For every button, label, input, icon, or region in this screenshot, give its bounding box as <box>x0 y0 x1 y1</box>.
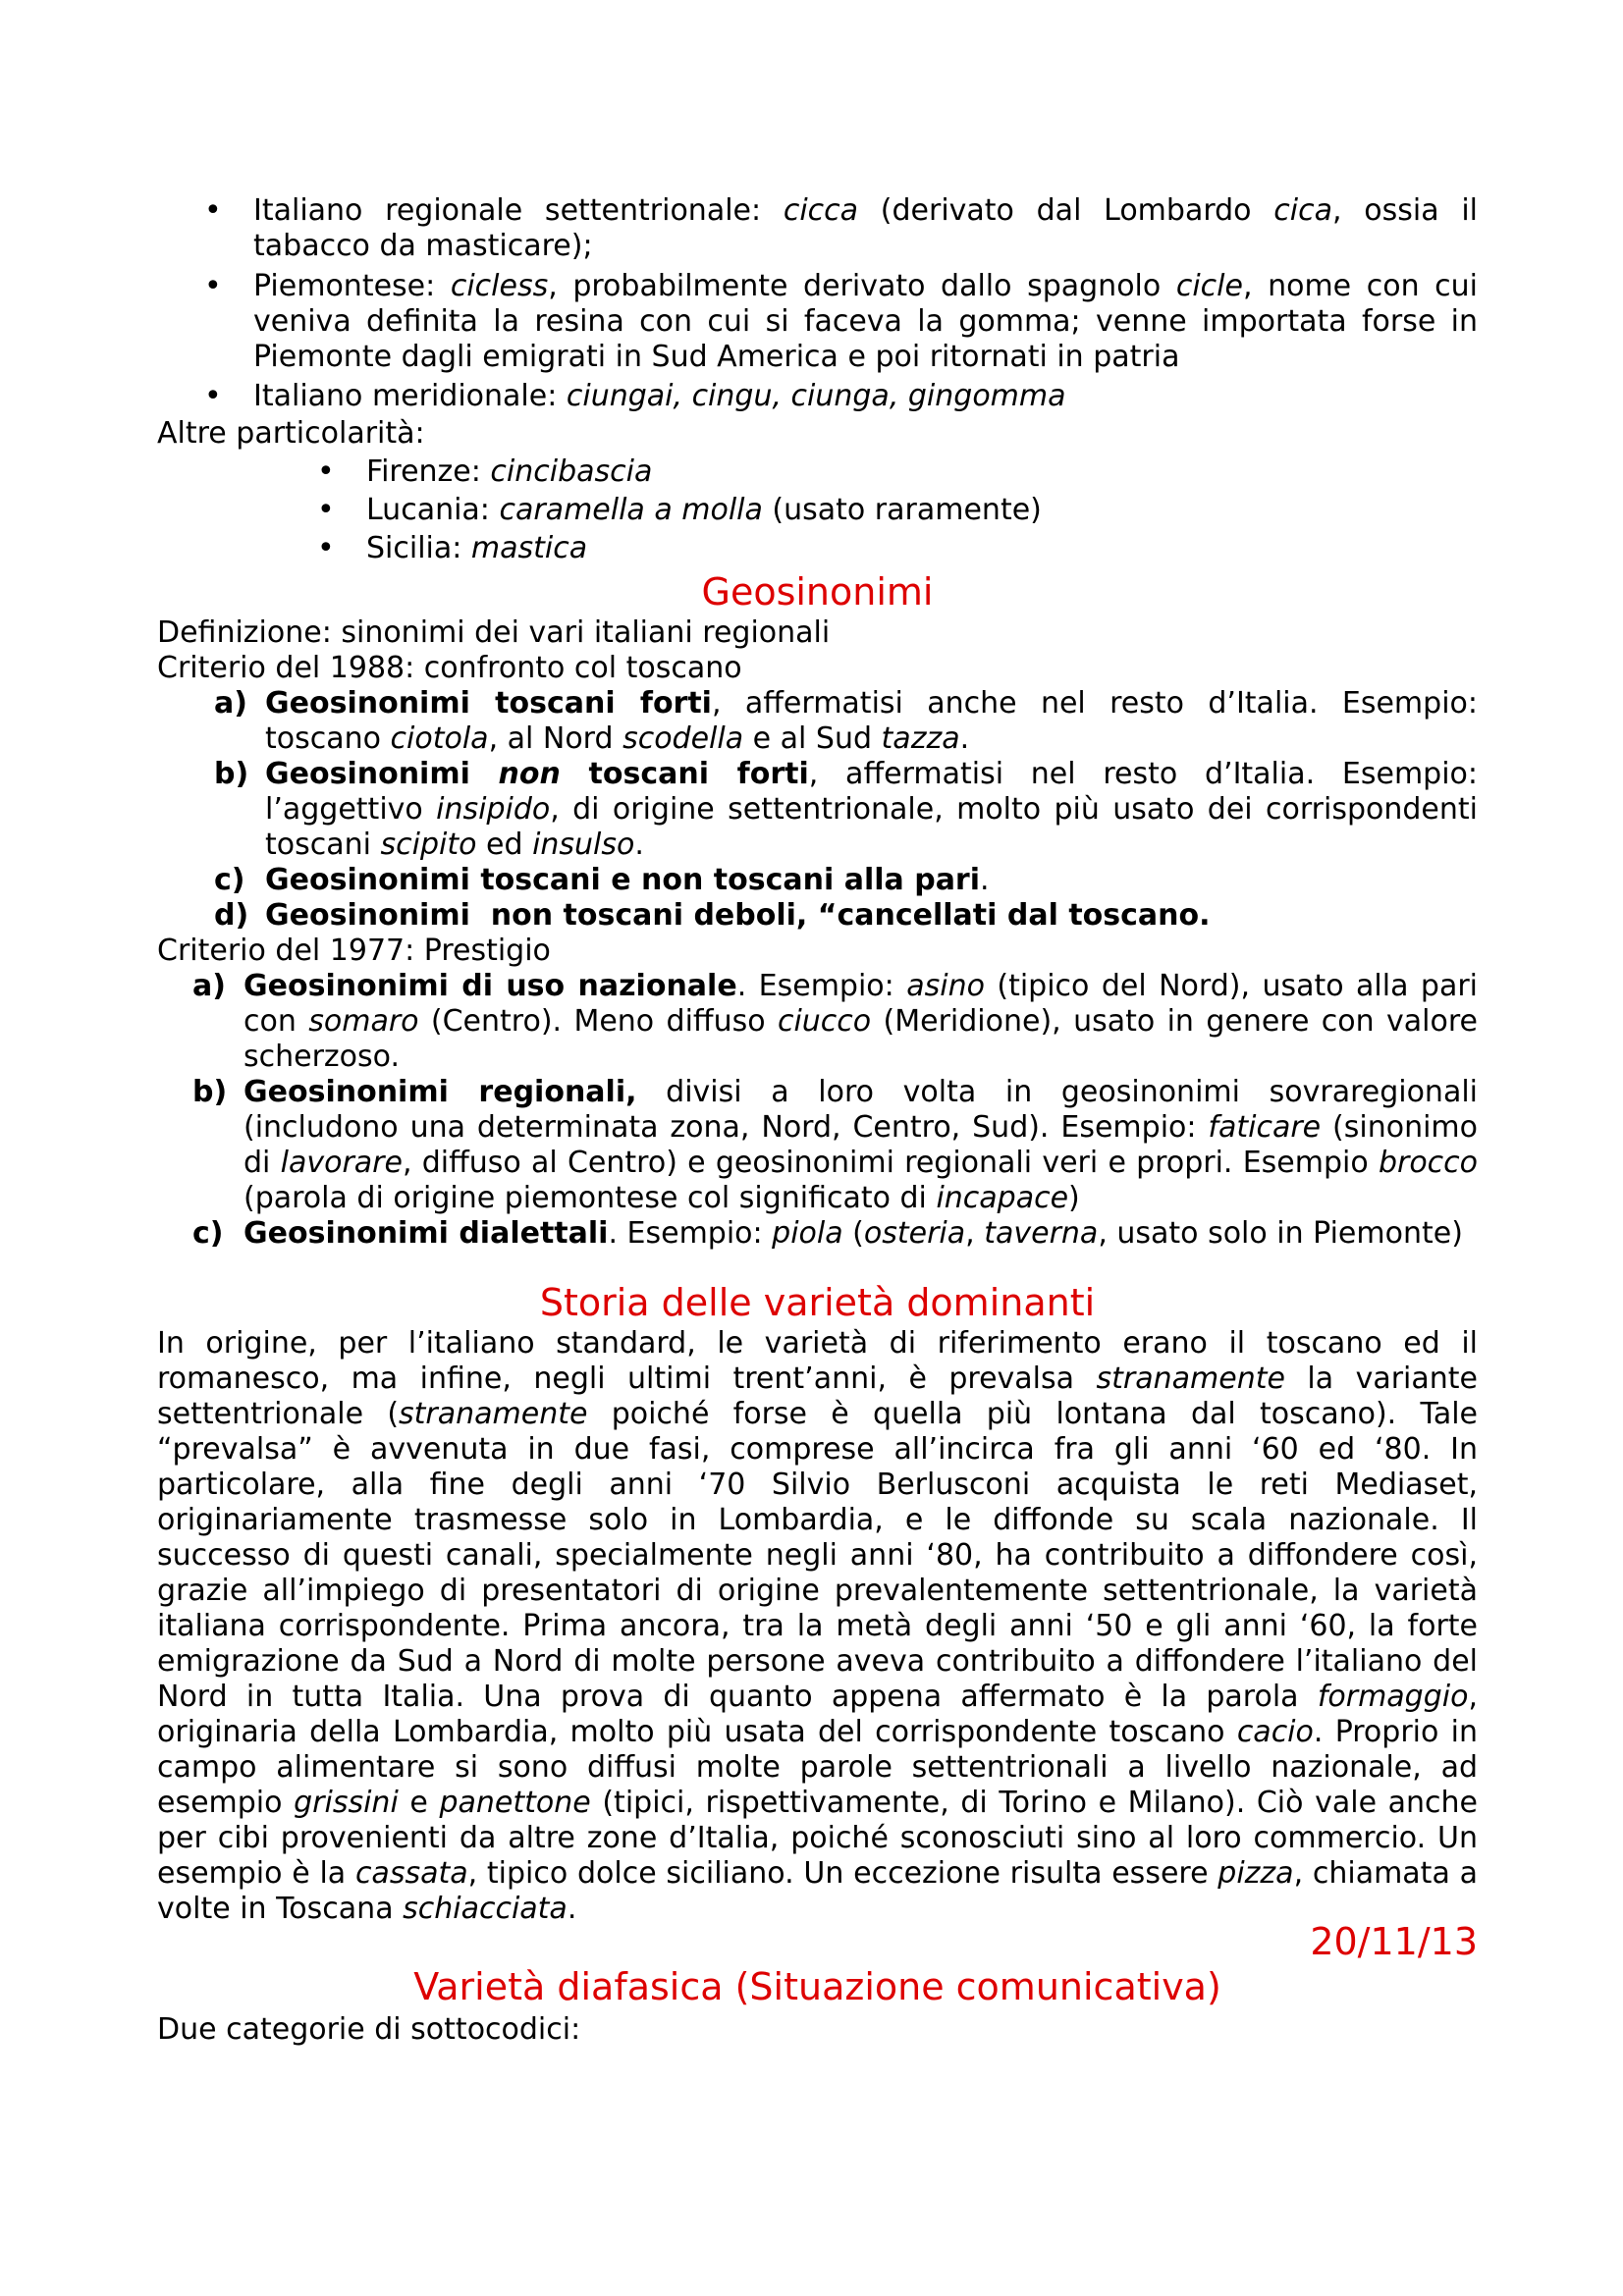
item-label: c) <box>214 863 245 897</box>
storia-heading: Storia delle varietà dominanti <box>539 1281 1096 1324</box>
item-label: b) <box>214 757 249 791</box>
criterion-1977: Criterio del 1977: Prestigio <box>157 934 551 968</box>
diafasica-heading: Varietà diafasica (Situazione comunicativa) <box>413 1965 1221 2008</box>
item-label: a) <box>214 686 247 721</box>
bullet-icon: • <box>204 193 222 228</box>
other-bullet-2-text: Lucania: caramella a molla (usato raramente) <box>366 493 1042 527</box>
list-1977-item-b-text: Geosinonimi regionali, divisi a loro volta in geosinonimi sovraregionali (includono una determinata zona, Nord, Centro, Sud). Esempio: faticare (sinonimo di lavorare, diffuso al Centro) e geosinonimi regionali veri e propri. Esempio brocco (parola di origine piemontese col significato di incapace) <box>243 1075 1479 1215</box>
other-label: Altre particolarità: <box>157 416 425 451</box>
bullet-icon: • <box>204 269 222 303</box>
intro-bullet-1-text: Italiano regionale settentrionale: cicca (derivato dal Lombardo cica, ossia il tabacco da masticare); <box>253 193 1478 263</box>
item-label: b) <box>192 1075 228 1109</box>
list-1977-item-c-text: Geosinonimi dialettali. Esempio: piola (osteria, taverna, usato solo in Piemonte) <box>243 1216 1463 1251</box>
other-bullet-3-text: Sicilia: mastica <box>366 531 588 565</box>
bullet-icon: • <box>317 531 335 565</box>
criterion-1988: Criterio del 1988: confronto col toscano <box>157 651 742 685</box>
item-label: c) <box>192 1216 224 1251</box>
other-bullet-1-text: Firenze: cincibascia <box>366 454 653 489</box>
list-1977-item-a-text: Geosinonimi di uso nazionale. Esempio: asino (tipico del Nord), usato alla pari con somaro (Centro). Meno diffuso ciucco (Meridione), usato in genere con valore scherzoso. <box>243 969 1479 1074</box>
bullet-icon: • <box>204 379 222 413</box>
intro-bullet-3-text: Italiano meridionale: ciungai, cingu, ciunga, gingomma <box>253 379 1066 413</box>
list-1988-item-a-text: Geosinonimi toscani forti, affermatisi anche nel resto d’Italia. Esempio: toscano ciotola, al Nord scodella e al Sud tazza. <box>265 686 1478 756</box>
list-1988-item-d-text: Geosinonimi non toscani deboli, “cancellati dal toscano. <box>265 898 1211 933</box>
bullet-icon: • <box>317 454 335 489</box>
intro-bullet-2-text: Piemontese: cicless, probabilmente derivato dallo spagnolo cicle, nome con cui veniva definita la resina con cui si faceva la gomma; venne importata forse in Piemonte dagli emigrati in Sud America e poi ritornati in patria <box>253 269 1479 374</box>
list-1988-item-c-text: Geosinonimi toscani e non toscani alla pari. <box>265 863 990 897</box>
date-label: 20/11/13 <box>1310 1920 1478 1963</box>
diafasica-intro: Due categorie di sottocodici: <box>157 2012 581 2047</box>
item-label: d) <box>214 898 249 933</box>
geosinonimi-definition: Definizione: sinonimi dei vari italiani regionali <box>157 615 831 650</box>
list-1988-item-b-text: Geosinonimi non toscani forti, affermatisi nel resto d’Italia. Esempio: l’aggettivo insipido, di origine settentrionale, molto più usato dei corrispondenti toscani scipito ed insulso. <box>265 757 1479 862</box>
geosinonimi-heading: Geosinonimi <box>701 570 934 614</box>
item-label: a) <box>192 969 226 1003</box>
bullet-icon: • <box>317 493 335 527</box>
storia-paragraph: In origine, per l’italiano standard, le varietà di riferimento erano il toscano ed il romanesco, ma infine, negli ultimi trent’anni, è prevalsa stranamente la variante settentrionale (stranamente poiché forse è quella più lontana dal toscano). Tale “prevalsa” è avvenuta in due fasi, comprese all’incirca fra gli anni ‘60 ed ‘80. In particolare, alla fine degli anni ‘70 Silvio Berlusconi acquista le reti Mediaset, originariamente trasmesse solo in Lombardia, e le diffonde su scala nazionale. Il successo di questi canali, specialmente negli anni ‘80, ha contribuito a diffondere così, grazie all’impiego di presentatori di origine prevalentemente settentrionale, la varietà italiana corrispondente. Prima ancora, tra la metà degli anni ‘50 e gli anni ‘60, la forte emigrazione da Sud a Nord di molte persone aveva contribuito a diffondere l’italiano del Nord in tutta Italia. Una prova di quanto appena affermato è la parola formaggio, originaria della Lombardia, molto più usata del corrispondente toscano cacio. Proprio in campo alimentare si sono diffusi molte parole settentrionali a livello nazionale, ad esempio grissini e panettone (tipici, rispettivamente, di Torino e Milano). Ciò vale anche per cibi provenienti da altre zone d’Italia, poiché sconosciuti sino al loro commercio. Un esempio è la cassata, tipico dolce siciliano. Un eccezione risulta essere pizza, chiamata a volte in Toscana schiacciata. <box>157 1326 1479 1926</box>
